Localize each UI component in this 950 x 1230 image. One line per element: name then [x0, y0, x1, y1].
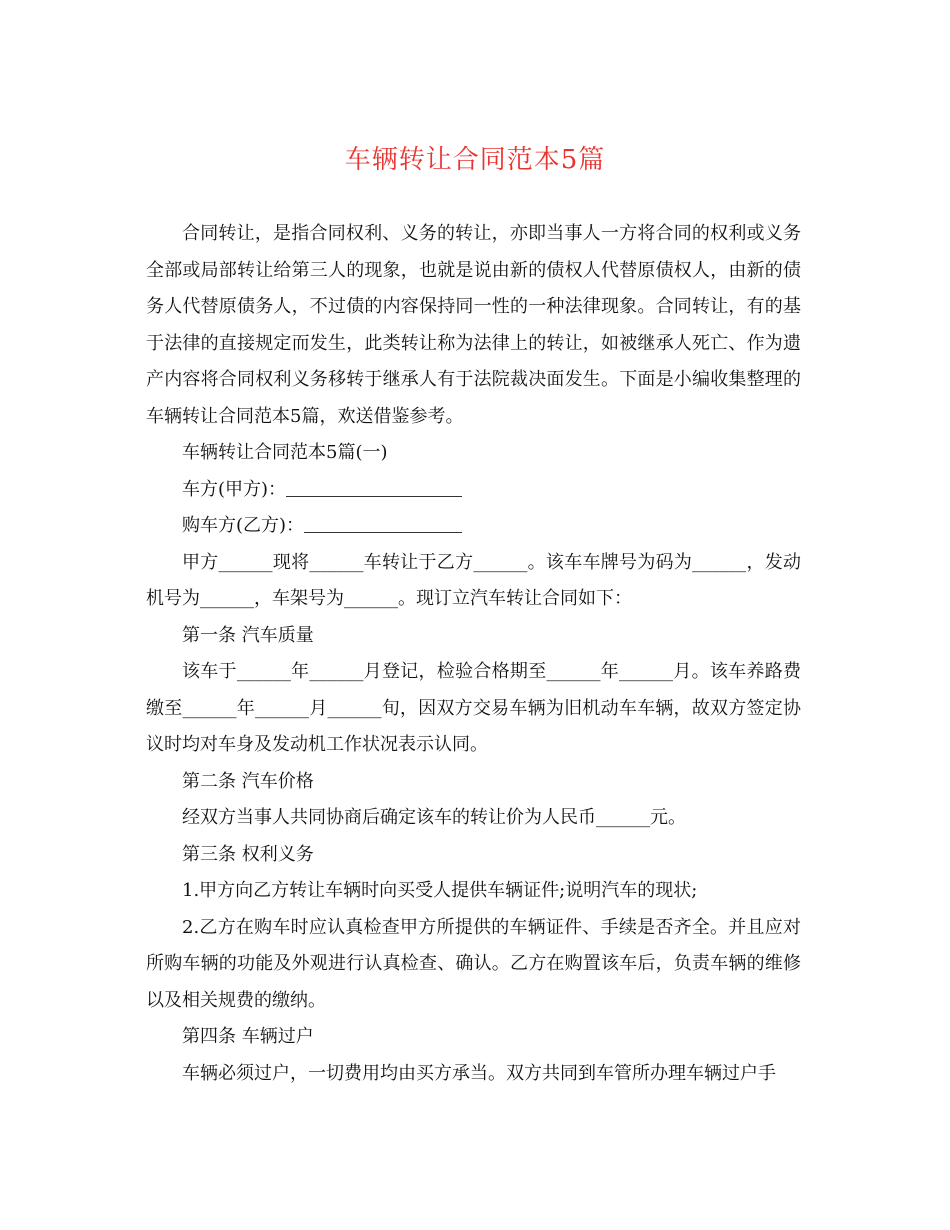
intro-paragraph: 合同转让，是指合同权利、义务的转让，亦即当事人一方将合同的权利或义务全部或局部转让给第三人的现象，也就是说由新的债权人代替原债权人，由新的债务人代替原债务人，不过债的内容保持同一性的一种法律现象。合同转让，有的基于法律的直接规定而发生，此类转让称为法律上的转让，如被继承人死亡、作为遗产内容将合同权利义务移转于继承人有于法院裁决面发生。下面是小编收集整理的车辆转让合同范本5篇，欢送借鉴参考。	[146, 223, 801, 427]
article-4-heading: 第四条 车辆过户	[182, 1026, 314, 1047]
article-3-heading: 第三条 权利义务	[182, 843, 314, 865]
party-a-blank	[286, 478, 462, 497]
article-2-text: 经双方当事人共同协商后确定该车的转让价为人民币______元。	[182, 807, 686, 828]
article-3-item-2: 2.乙方在购车时应认真检查甲方所提供的车辆证件、手续是否齐全。并且应对所购车辆的功能及外观进行认真检查、确认。乙方在购置该车后，负责车辆的维修以及相关规费的缴纳。	[146, 916, 801, 1011]
article-1-heading: 第一条 汽车质量	[182, 624, 314, 646]
vehicle-info-paragraph: 甲方______现将______车转让于乙方______。该车车牌号为码为______，发动机号为______，车架号为______。现订立汽车转让合同如下：	[146, 551, 801, 609]
article-3-item-1: 1.甲方向乙方转让车辆时向买受人提供车辆证件;说明汽车的现状;	[182, 880, 698, 901]
article-4-text: 车辆必须过户，一切费用均由买方承当。双方共同到车管所办理车辆过户手	[182, 1062, 776, 1084]
party-b-line	[146, 508, 801, 545]
party-b-blank	[304, 514, 462, 533]
document-title: 车辆转让合同范本5篇	[344, 145, 606, 175]
article-2-heading: 第二条 汽车价格	[182, 770, 314, 792]
article-1-text: 该车于______年______月登记，检验合格期至______年______月。该车养路费缴至______年______月______旬，因双方交易车辆为旧机动车车辆，故双方签定协议时均对车身及发动机工作状况表示认同。	[146, 661, 801, 755]
party-a-line	[146, 472, 801, 509]
section-heading: 车辆转让合同范本5篇(一)	[182, 442, 388, 463]
party-b-label: 购车方(乙方)：	[182, 515, 305, 536]
party-a-label: 车方(甲方)：	[182, 478, 287, 500]
document-body	[146, 216, 801, 1092]
